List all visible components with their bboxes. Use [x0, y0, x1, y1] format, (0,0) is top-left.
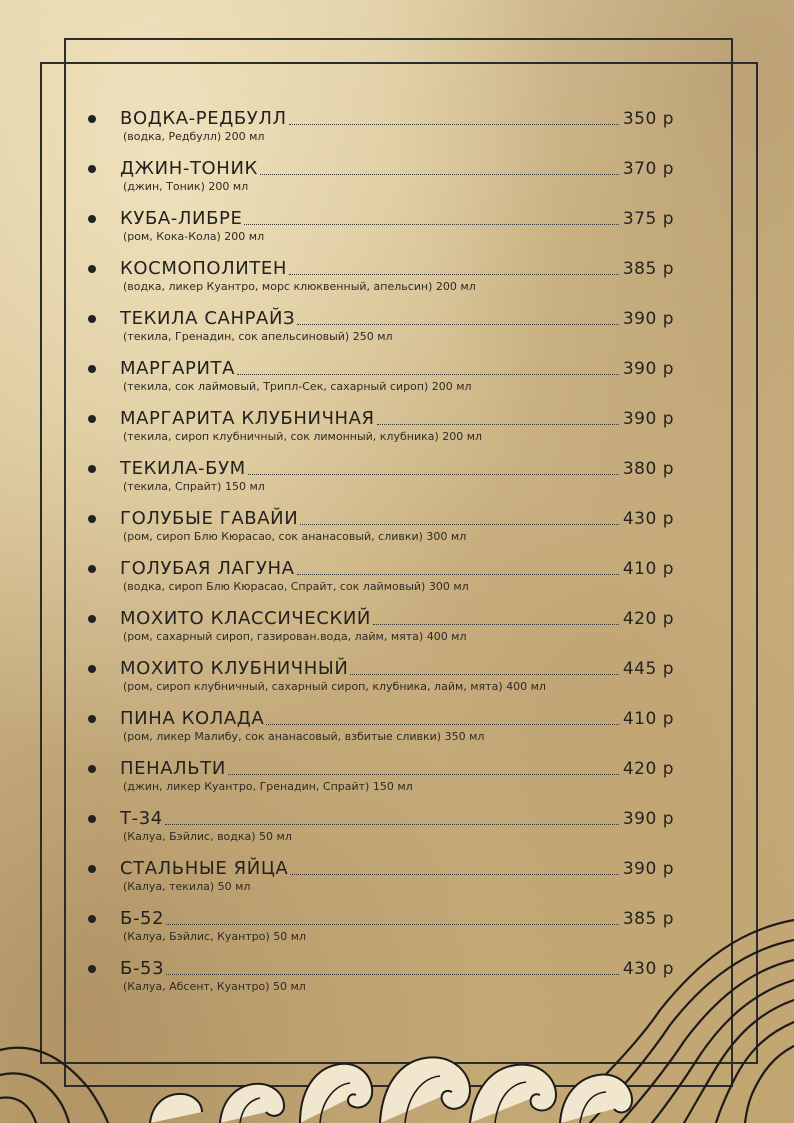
bullet-icon	[88, 665, 96, 673]
bullet-icon	[88, 365, 96, 373]
item-description: (текила, Гренадин, сок апельсиновый) 250 мл	[123, 330, 393, 343]
item-name: ПИНА КОЛАДА	[120, 708, 265, 729]
bullet-icon	[88, 165, 96, 173]
bullet-icon	[88, 415, 96, 423]
item-description: (Калуа, Бэйлис, Куантро) 50 мл	[123, 930, 307, 943]
bullet-icon	[88, 765, 96, 773]
menu-item	[88, 504, 674, 554]
item-description: (ром, сахарный сироп, газирован.вода, лайм, мята) 400 мл	[123, 630, 467, 643]
dot-leader	[373, 624, 619, 625]
item-name: КУБА-ЛИБРЕ	[120, 208, 243, 229]
item-description: (водка, Редбулл) 200 мл	[123, 130, 265, 143]
item-name: СТАЛЬНЫЕ ЯЙЦА	[120, 858, 289, 879]
item-price: 410 р	[622, 559, 674, 579]
menu-item	[88, 204, 674, 254]
item-name: ПЕНАЛЬТИ	[120, 758, 226, 779]
item-name: ВОДКА-РЕДБУЛЛ	[120, 108, 287, 129]
bullet-icon	[88, 115, 96, 123]
bullet-icon	[88, 265, 96, 273]
item-description: (ром, сироп клубничный, сахарный сироп, клубника, лайм, мята) 400 мл	[123, 680, 546, 693]
dot-leader	[377, 424, 619, 425]
item-price: 385 р	[622, 259, 674, 279]
dot-leader	[266, 724, 619, 725]
menu-item	[88, 454, 674, 504]
dot-leader	[228, 774, 619, 775]
menu-item	[88, 104, 674, 154]
dot-leader	[297, 324, 619, 325]
item-name: Т-34	[120, 808, 163, 829]
item-price: 430 р	[622, 509, 674, 529]
item-price: 420 р	[622, 759, 674, 779]
item-price: 390 р	[622, 309, 674, 329]
item-description: (ром, сироп Блю Кюрасао, сок ананасовый, сливки) 300 мл	[123, 530, 467, 543]
item-name: Б-53	[120, 958, 165, 979]
bullet-icon	[88, 515, 96, 523]
dot-leader	[244, 224, 618, 225]
bullet-icon	[88, 865, 96, 873]
item-description: (Калуа, Абсент, Куантро) 50 мл	[123, 980, 306, 993]
item-name: ГОЛУБЫЕ ГАВАЙИ	[120, 508, 299, 529]
item-description: (ром, ликер Малибу, сок ананасовый, взбитые сливки) 350 мл	[123, 730, 485, 743]
item-price: 350 р	[622, 109, 674, 129]
menu-item	[88, 554, 674, 604]
item-description: (текила, сок лаймовый, Трипл-Сек, сахарный сироп) 200 мл	[123, 380, 472, 393]
bullet-icon	[88, 215, 96, 223]
dot-leader	[260, 174, 619, 175]
bullet-icon	[88, 715, 96, 723]
menu-item	[88, 604, 674, 654]
menu-item	[88, 254, 674, 304]
item-price: 445 р	[622, 659, 674, 679]
item-price: 390 р	[622, 359, 674, 379]
item-price: 390 р	[622, 409, 674, 429]
dot-leader	[248, 474, 619, 475]
item-name: ТЕКИЛА САНРАЙЗ	[120, 308, 296, 329]
item-price: 375 р	[622, 209, 674, 229]
menu-item	[88, 354, 674, 404]
item-price: 420 р	[622, 609, 674, 629]
item-description: (джин, Тоник) 200 мл	[123, 180, 249, 193]
bullet-icon	[88, 315, 96, 323]
menu-item	[88, 654, 674, 704]
item-description: (ром, Кока-Кола) 200 мл	[123, 230, 265, 243]
item-price: 410 р	[622, 709, 674, 729]
dot-leader	[297, 574, 619, 575]
menu-item	[88, 804, 674, 854]
item-price: 385 р	[622, 909, 674, 929]
bullet-icon	[88, 615, 96, 623]
menu-item	[88, 754, 674, 804]
dot-leader	[289, 274, 619, 275]
item-name: МАРГАРИТА КЛУБНИЧНАЯ	[120, 408, 375, 429]
item-name: Б-52	[120, 908, 165, 929]
bullet-icon	[88, 465, 96, 473]
item-price: 380 р	[622, 459, 674, 479]
item-description: (Калуа, Бэйлис, водка) 50 мл	[123, 830, 292, 843]
dot-leader	[289, 124, 619, 125]
item-name: КОСМОПОЛИТЕН	[120, 258, 288, 279]
bullet-icon	[88, 815, 96, 823]
item-name: МОХИТО КЛАССИЧЕСКИЙ	[120, 608, 371, 629]
bullet-icon	[88, 565, 96, 573]
dot-leader	[300, 524, 619, 525]
dot-leader	[290, 874, 619, 875]
item-name: ТЕКИЛА-БУМ	[120, 458, 246, 479]
item-description: (водка, ликер Куантро, морс клюквенный, апельсин) 200 мл	[123, 280, 476, 293]
cocktail-menu	[88, 104, 674, 1004]
item-description: (текила, Спрайт) 150 мл	[123, 480, 265, 493]
menu-item	[88, 854, 674, 904]
item-name: ДЖИН-ТОНИК	[120, 158, 258, 179]
menu-item	[88, 304, 674, 354]
dot-leader	[350, 674, 618, 675]
item-name: МАРГАРИТА	[120, 358, 236, 379]
item-description: (водка, сироп Блю Кюрасао, Спрайт, сок лаймовый) 300 мл	[123, 580, 469, 593]
dot-leader	[237, 374, 619, 375]
item-price: 430 р	[622, 959, 674, 979]
wave-ornament-icon	[0, 900, 794, 1123]
item-price: 370 р	[622, 159, 674, 179]
menu-item	[88, 704, 674, 754]
item-name: МОХИТО КЛУБНИЧНЫЙ	[120, 658, 349, 679]
menu-item	[88, 404, 674, 454]
item-price: 390 р	[622, 859, 674, 879]
dot-leader	[165, 824, 619, 825]
menu-item	[88, 154, 674, 204]
item-price: 390 р	[622, 809, 674, 829]
item-description: (джин, ликер Куантро, Гренадин, Спрайт) 150 мл	[123, 780, 413, 793]
item-description: (Калуа, текила) 50 мл	[123, 880, 251, 893]
item-name: ГОЛУБАЯ ЛАГУНА	[120, 558, 295, 579]
item-description: (текила, сироп клубничный, сок лимонный, клубника) 200 мл	[123, 430, 483, 443]
